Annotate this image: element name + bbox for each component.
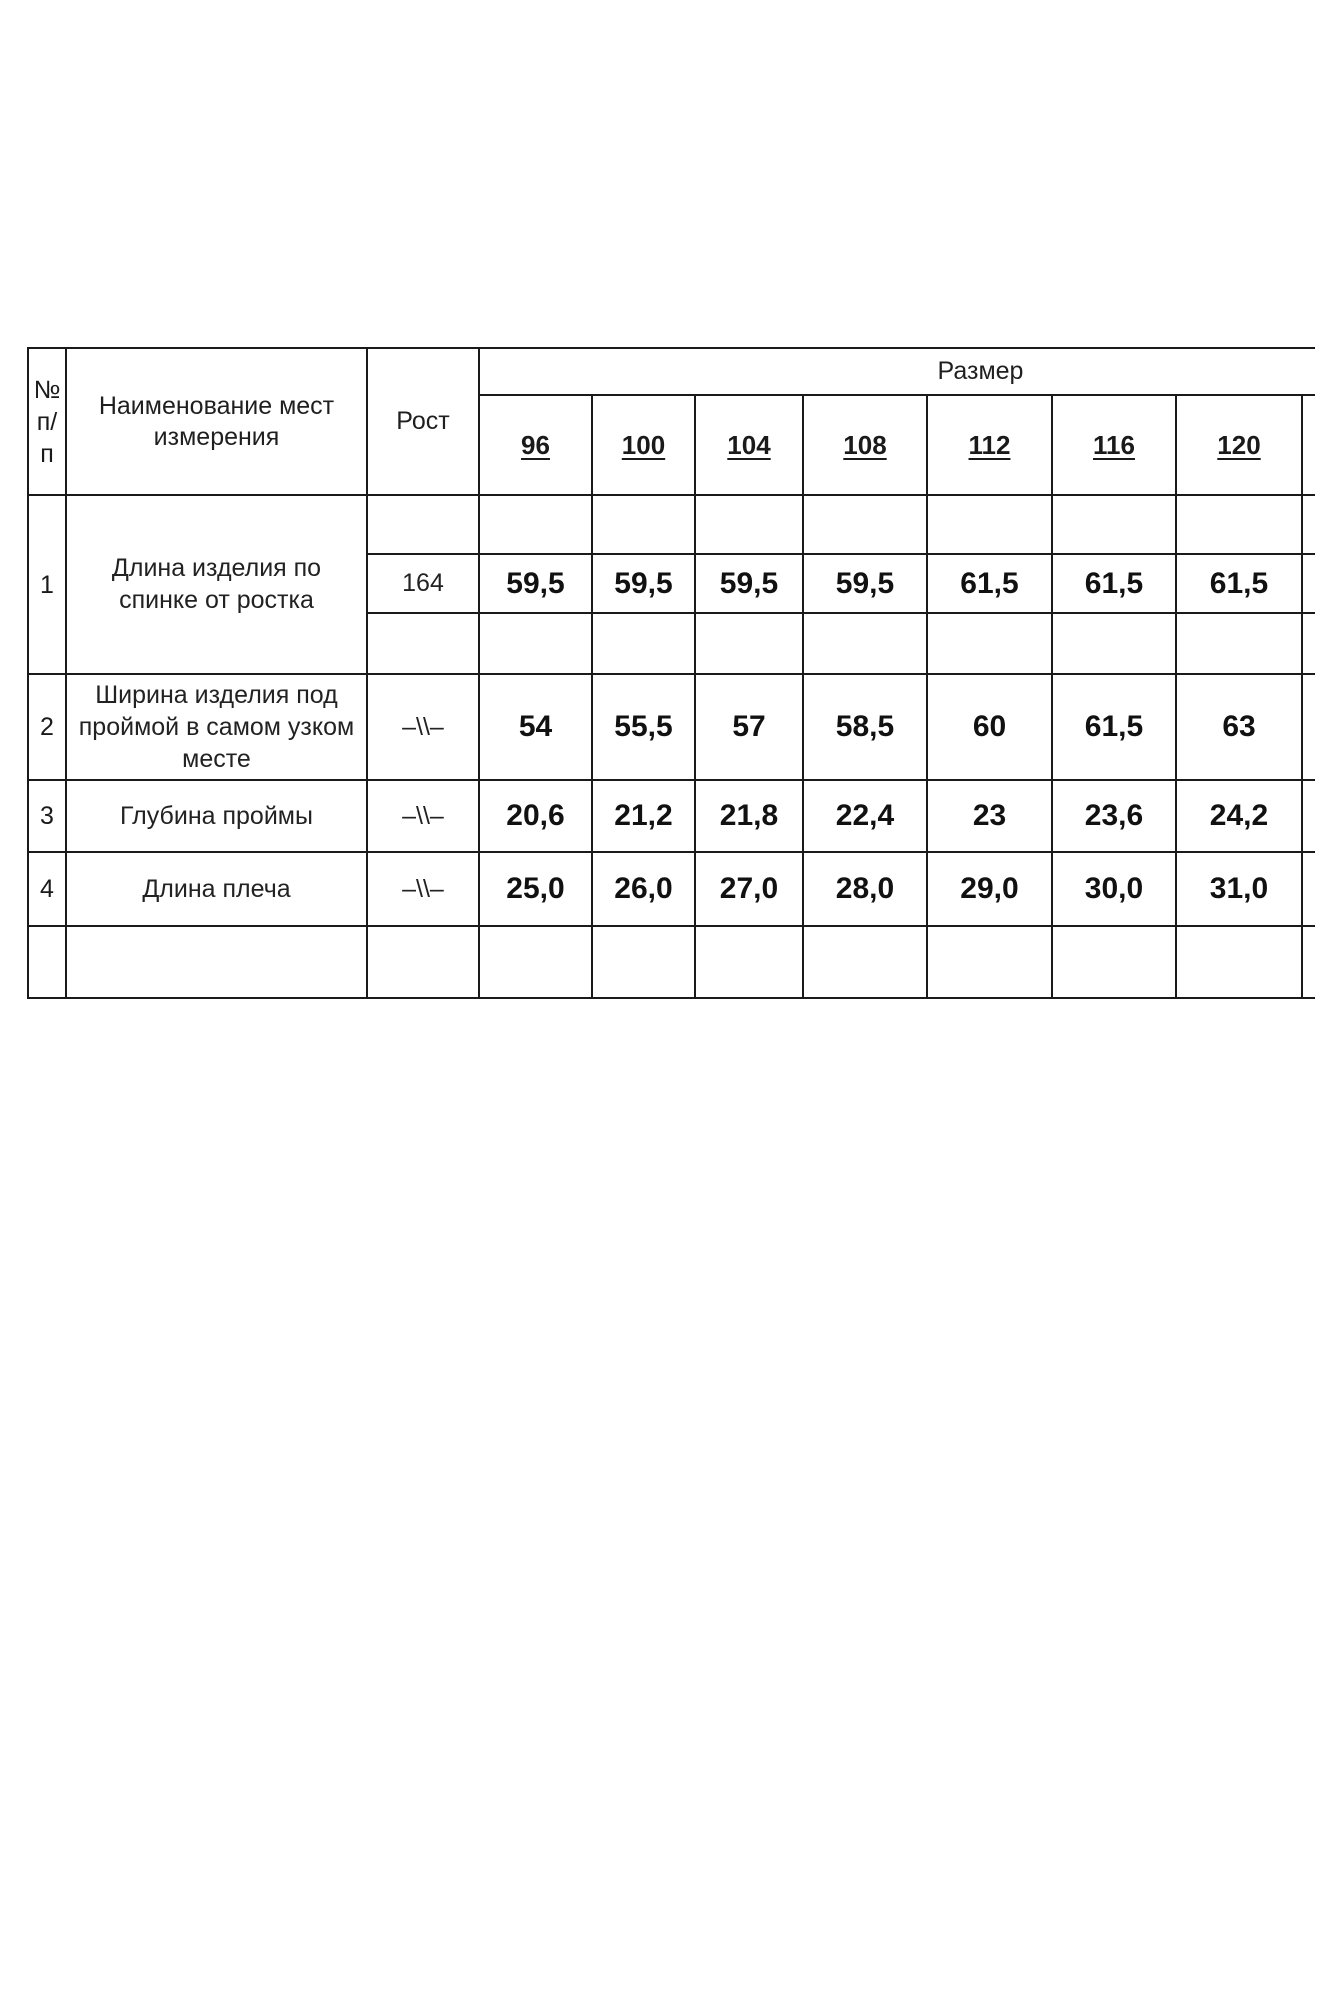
grid-line bbox=[366, 612, 1315, 614]
row-name-label: Длина изделия по спинке от ростка bbox=[111, 553, 322, 614]
row-number-label: 2 bbox=[40, 713, 54, 741]
grid-line bbox=[27, 997, 1315, 999]
measure-value bbox=[480, 853, 591, 925]
measure-value-label: 60 bbox=[972, 710, 1007, 743]
measure-value bbox=[593, 675, 694, 779]
header-name-label: Наименование мест измерения bbox=[98, 391, 335, 451]
measure-value bbox=[804, 675, 926, 779]
header-size-group bbox=[480, 349, 1301, 394]
measure-value-label: 61,5 bbox=[1084, 710, 1144, 743]
size-header-label: 100 bbox=[621, 429, 666, 460]
measure-value bbox=[480, 555, 591, 612]
measure-value-label: 22,4 bbox=[835, 799, 895, 832]
row-number bbox=[29, 853, 65, 925]
row-name-label: Ширина изделия под проймой в самом узком месте bbox=[78, 681, 355, 773]
measure-value bbox=[928, 675, 1051, 779]
measure-value bbox=[1177, 781, 1301, 851]
measure-value bbox=[696, 853, 802, 925]
measure-value-label: 59,5 bbox=[719, 566, 779, 600]
row-name-label: Длина плеча bbox=[142, 875, 291, 903]
size-header-label: 96 bbox=[521, 429, 550, 460]
size-header-label: 112 bbox=[968, 429, 1011, 460]
row-number bbox=[29, 781, 65, 851]
row-height-label: –\\– bbox=[402, 801, 444, 830]
measure-value-label: 59,5 bbox=[835, 566, 895, 600]
size-chart-table bbox=[27, 347, 1315, 999]
measure-value bbox=[1053, 555, 1175, 612]
measure-value bbox=[1177, 853, 1301, 925]
measure-value-label: 31,0 bbox=[1209, 872, 1269, 905]
measure-value bbox=[593, 781, 694, 851]
header-number bbox=[29, 349, 65, 494]
measure-value bbox=[480, 781, 591, 851]
measure-value-label: 29,0 bbox=[960, 872, 1019, 905]
measure-value bbox=[1053, 675, 1175, 779]
measure-value-label: 26,0 bbox=[614, 872, 673, 905]
row-number-label: 3 bbox=[40, 802, 54, 830]
measure-value bbox=[804, 555, 926, 612]
measure-value bbox=[593, 555, 694, 612]
measure-value-label: 27,0 bbox=[719, 872, 779, 905]
row-height bbox=[368, 675, 478, 779]
size-header bbox=[593, 396, 694, 494]
size-header bbox=[696, 396, 802, 494]
measure-value bbox=[696, 675, 802, 779]
measure-value bbox=[1177, 555, 1301, 612]
header-number-label: № п/ п bbox=[33, 375, 61, 468]
row-number bbox=[29, 496, 65, 673]
measure-value-label: 30,0 bbox=[1084, 872, 1144, 905]
row-name bbox=[67, 853, 366, 925]
measure-value bbox=[1053, 781, 1175, 851]
measure-value-label: 59,5 bbox=[614, 566, 673, 600]
measure-value-label: 25,0 bbox=[506, 872, 565, 905]
measure-value-label: 28,0 bbox=[835, 872, 895, 905]
measure-value-label: 23 bbox=[972, 799, 1007, 832]
measure-value bbox=[928, 555, 1051, 612]
size-header-label: 116 bbox=[1093, 429, 1135, 460]
header-name bbox=[67, 349, 366, 494]
measure-value-label: 21,2 bbox=[614, 799, 673, 832]
row-name bbox=[67, 781, 366, 851]
row-height bbox=[368, 853, 478, 925]
size-header bbox=[1053, 396, 1175, 494]
row-number-label: 4 bbox=[40, 875, 54, 903]
size-header-label: 120 bbox=[1217, 429, 1261, 460]
header-size-group-label: Размер bbox=[937, 357, 1024, 385]
row-height bbox=[368, 781, 478, 851]
measure-value bbox=[804, 853, 926, 925]
size-header bbox=[1177, 396, 1301, 494]
measure-value bbox=[928, 853, 1051, 925]
measure-value-label: 61,5 bbox=[1084, 566, 1144, 600]
measure-value bbox=[480, 675, 591, 779]
measure-value-label: 20,6 bbox=[506, 799, 565, 832]
measure-value bbox=[593, 853, 694, 925]
measure-value bbox=[804, 781, 926, 851]
header-height bbox=[368, 349, 478, 494]
size-header bbox=[928, 396, 1051, 494]
row-number-label: 1 bbox=[40, 570, 54, 599]
size-header-label: 108 bbox=[843, 429, 887, 460]
row-name-label: Глубина проймы bbox=[120, 802, 313, 830]
grid-line bbox=[1301, 394, 1303, 999]
measure-value-label: 24,2 bbox=[1209, 799, 1269, 832]
measure-value bbox=[1053, 853, 1175, 925]
measure-value-label: 61,5 bbox=[1209, 566, 1269, 600]
measure-value-label: 59,5 bbox=[506, 566, 565, 600]
measure-value bbox=[696, 555, 802, 612]
row-height-label: 164 bbox=[402, 569, 444, 597]
row-height-label: –\\– bbox=[402, 712, 444, 741]
measure-value-label: 23,6 bbox=[1084, 799, 1144, 832]
row-name bbox=[67, 496, 366, 673]
measure-value bbox=[1177, 675, 1301, 779]
measure-value bbox=[928, 781, 1051, 851]
size-header bbox=[804, 396, 926, 494]
measure-value-label: 63 bbox=[1222, 710, 1256, 743]
measure-value-label: 57 bbox=[732, 710, 766, 743]
measure-value-label: 55,5 bbox=[614, 710, 673, 743]
grid-line bbox=[27, 925, 1315, 927]
row-height-label: –\\– bbox=[402, 874, 444, 903]
measure-value bbox=[696, 781, 802, 851]
row-number bbox=[29, 675, 65, 779]
size-header bbox=[480, 396, 591, 494]
header-height-label: Рост bbox=[396, 407, 450, 435]
measure-value-label: 61,5 bbox=[960, 566, 1019, 600]
row-name bbox=[67, 675, 366, 779]
size-header-label: 104 bbox=[727, 429, 771, 460]
row-height bbox=[368, 555, 478, 612]
measure-value-label: 54 bbox=[518, 710, 553, 743]
measure-value-label: 58,5 bbox=[835, 710, 895, 743]
measure-value-label: 21,8 bbox=[719, 799, 779, 832]
